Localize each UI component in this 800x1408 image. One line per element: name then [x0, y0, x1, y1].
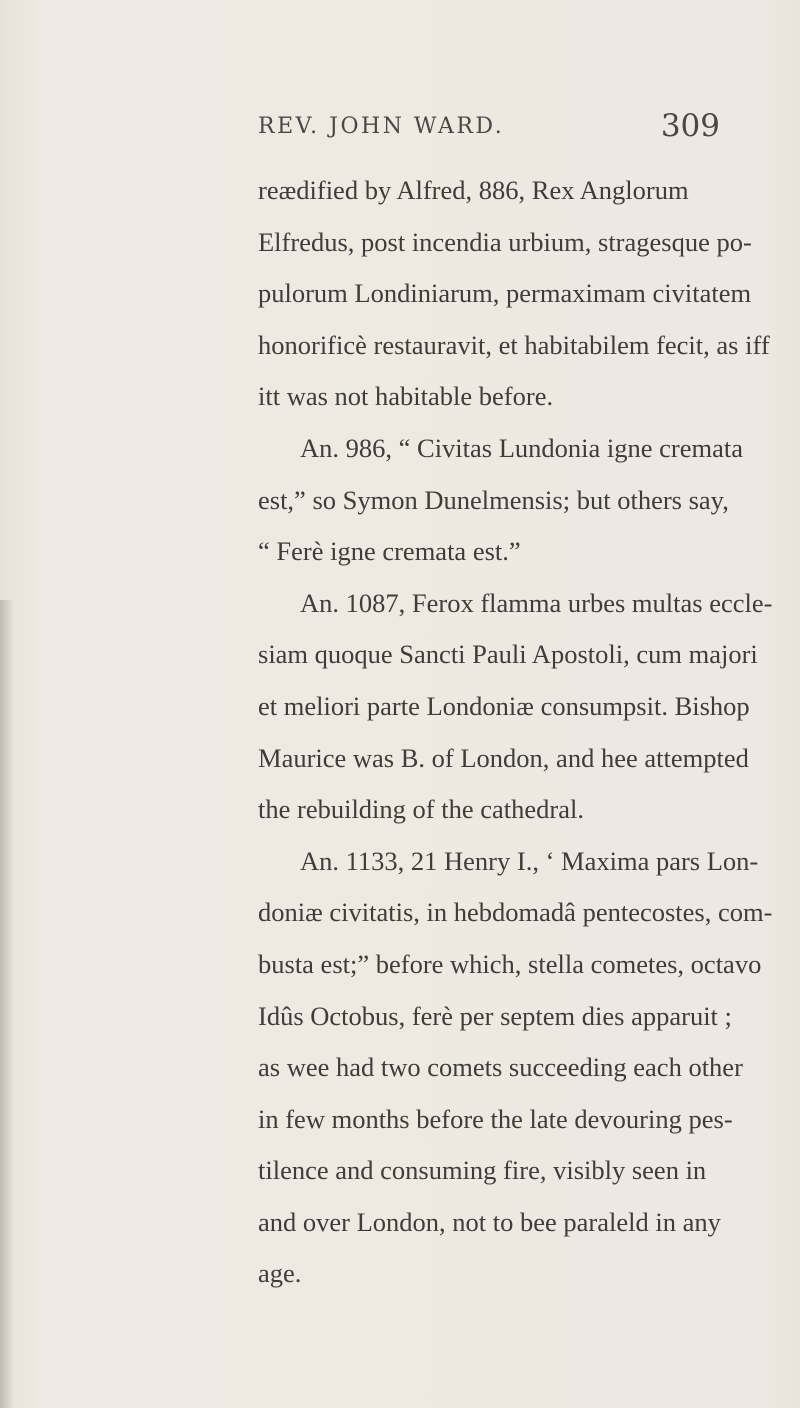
page-gutter-shadow — [0, 600, 14, 1408]
text-line: est,” so Symon Dunelmensis; but others say, — [258, 484, 729, 515]
text-line: Maurice was B. of London, and hee attempted — [258, 742, 749, 773]
text-line: Idûs Octobus, ferè per septem dies apparuit ; — [258, 1000, 732, 1031]
text-line: itt was not habitable before. — [258, 381, 554, 412]
paragraph-start-line: An. 1133, 21 Henry I., ‘ Maxima pars Lon- — [300, 845, 759, 876]
text-line: siam quoque Sancti Pauli Apostoli, cum majori — [258, 639, 758, 670]
text-line: and over London, not to bee paraleld in any — [258, 1206, 721, 1237]
text-line: busta est;” before which, stella cometes, octavo — [258, 948, 762, 979]
text-line: pulorum Londiniarum, permaximam civitatem — [258, 278, 752, 309]
text-line: reædified by Alfred, 886, Rex Anglorum — [258, 175, 689, 205]
text-line: Elfredus, post incendia urbium, stragesque po- — [258, 226, 752, 257]
text-line: honorificè restauravit, et habitabilem fecit, as iff — [258, 329, 770, 360]
page-header — [258, 108, 720, 148]
text-line: “ Ferè igne cremata est.” — [258, 536, 521, 567]
running-head: REV. JOHN WARD. — [258, 114, 505, 139]
page-number: 309 — [660, 108, 720, 144]
text-line: tilence and consuming fire, visibly seen in — [258, 1155, 707, 1186]
paragraph-start-line: An. 986, “ Civitas Lundonia igne cremata — [300, 432, 744, 463]
text-line: age. — [258, 1258, 302, 1289]
text-line: in few months before the late devouring pes- — [258, 1103, 733, 1134]
text-line: as wee had two comets succeeding each other — [258, 1052, 743, 1083]
paragraph-start-line: An. 1087, Ferox flamma urbes multas eccle- — [300, 587, 773, 618]
text-line: et meliori parte Londoniæ consumpsit. Bishop — [258, 690, 750, 721]
body-text — [258, 165, 773, 1300]
text-line: the rebuilding of the cathedral. — [258, 794, 584, 825]
text-line: doniæ civitatis, in hebdomadâ pentecostes, com- — [258, 897, 773, 928]
